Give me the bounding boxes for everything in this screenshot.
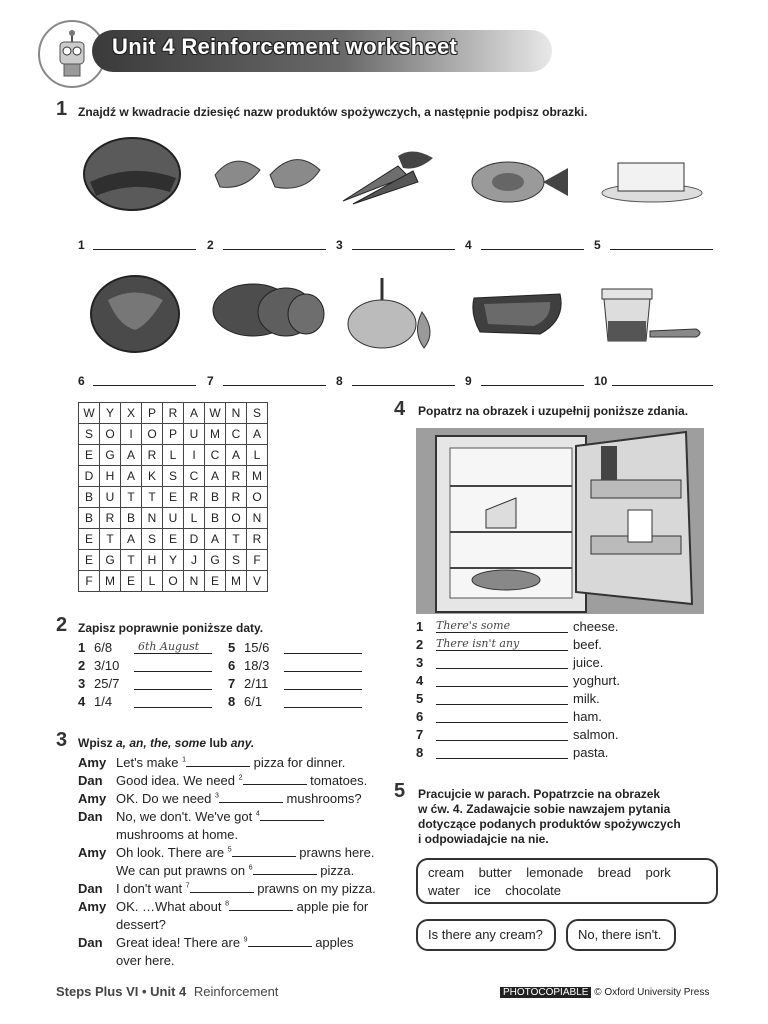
date-answer-blank[interactable] bbox=[284, 640, 362, 654]
dialogue-text-pre: dessert? bbox=[116, 917, 166, 932]
dialogue-text bbox=[116, 845, 374, 860]
yoghurt-picture bbox=[596, 285, 706, 345]
date-answer-blank[interactable] bbox=[284, 694, 362, 708]
dialogue-text-pre: No, we don't. We've got bbox=[116, 809, 256, 824]
wordsearch-row bbox=[79, 550, 268, 571]
wordsearch-cell[interactable]: L bbox=[184, 508, 205, 529]
sentence-word: beef. bbox=[573, 637, 602, 652]
wordsearch-cell[interactable]: B bbox=[205, 487, 226, 508]
ex3-number: 3 bbox=[56, 729, 68, 751]
wordsearch-cell[interactable]: X bbox=[121, 403, 142, 424]
wordsearch-cell[interactable]: W bbox=[205, 403, 226, 424]
wordsearch-cell[interactable]: T bbox=[100, 529, 121, 550]
sentence-word: pasta. bbox=[573, 745, 609, 760]
sentence-number: 5 bbox=[416, 691, 424, 706]
date-item bbox=[78, 694, 218, 712]
answer-blank-9[interactable] bbox=[481, 373, 584, 386]
wordsearch-cell[interactable]: E bbox=[205, 571, 226, 592]
wordsearch-cell[interactable]: I bbox=[121, 424, 142, 445]
sentence-number: 2 bbox=[416, 637, 424, 652]
ex5-instruction-line: i odpowiadajcie na nie. bbox=[418, 832, 549, 846]
ex1-instruction: Znajdź w kwadracie dziesięć nazw produktów spożywczych, a następnie podpisz obrazki. bbox=[78, 105, 588, 119]
ex5-instruction-line: w ćw. 4. Zadawajcie sobie nawzajem pytania bbox=[418, 802, 671, 816]
melon-picture bbox=[80, 132, 185, 212]
gap-blank[interactable] bbox=[229, 899, 293, 911]
picture-label-9: 9 bbox=[465, 374, 472, 388]
fridge-sentence bbox=[416, 727, 716, 745]
fridge-sentence bbox=[416, 745, 716, 763]
sentence-number: 6 bbox=[416, 709, 424, 724]
wordsearch-cell[interactable]: E bbox=[121, 571, 142, 592]
wordsearch-cell[interactable]: P bbox=[142, 403, 163, 424]
wordsearch-row bbox=[79, 529, 268, 550]
ex3-instruction-last: any. bbox=[230, 736, 255, 750]
dialogue-text-post: mushrooms? bbox=[282, 791, 362, 806]
fridge-sentence bbox=[416, 673, 716, 691]
ex5-number: 5 bbox=[394, 780, 406, 802]
wordsearch-cell[interactable]: C bbox=[184, 466, 205, 487]
picture-label-6: 6 bbox=[78, 374, 85, 388]
dialogue-text-post: prawns on my pizza. bbox=[253, 881, 376, 896]
ex2-instruction: Zapisz poprawnie poniższe daty. bbox=[78, 621, 264, 635]
wordsearch-cell[interactable]: N bbox=[226, 403, 247, 424]
wordsearch-cell[interactable]: S bbox=[163, 466, 184, 487]
ex4-number: 4 bbox=[394, 398, 406, 420]
picture-label-10: 10 bbox=[594, 374, 608, 388]
wordsearch-cell[interactable]: R bbox=[100, 508, 121, 529]
wordsearch-cell[interactable]: N bbox=[142, 508, 163, 529]
wordsearch-row bbox=[79, 571, 268, 592]
wordsearch-cell[interactable]: T bbox=[121, 487, 142, 508]
ex5-instruction-line: dotyczące podanych produktów spożywczych bbox=[418, 817, 681, 831]
wordsearch-cell[interactable]: O bbox=[163, 571, 184, 592]
dialogue-text bbox=[116, 791, 362, 806]
wordsearch-cell[interactable]: G bbox=[100, 550, 121, 571]
butter-picture bbox=[600, 155, 705, 205]
sentence-answer-blank[interactable] bbox=[436, 727, 568, 741]
wordsearch-cell[interactable]: I bbox=[184, 445, 205, 466]
gap-blank[interactable] bbox=[186, 755, 250, 767]
wordsearch-cell[interactable]: S bbox=[79, 424, 100, 445]
date-number: 7 bbox=[228, 676, 236, 691]
date-value: 6/8 bbox=[94, 640, 113, 655]
footer-series-light: Reinforcement bbox=[193, 984, 279, 999]
ex2-number: 2 bbox=[56, 614, 68, 636]
date-value: 2/11 bbox=[244, 676, 269, 691]
wordsearch-cell[interactable]: K bbox=[142, 466, 163, 487]
footer-copyright bbox=[500, 987, 709, 998]
sentence-number: 7 bbox=[416, 727, 424, 742]
wordsearch-grid bbox=[78, 402, 268, 592]
wordsearch-row bbox=[79, 445, 268, 466]
wordsearch-cell[interactable]: C bbox=[205, 445, 226, 466]
wordsearch-cell[interactable]: T bbox=[121, 550, 142, 571]
dialogue-line bbox=[78, 881, 388, 899]
gap-number: 8 bbox=[225, 900, 230, 908]
dialogue-text-pre: OK. Do we need bbox=[116, 791, 215, 806]
wordsearch-cell[interactable]: A bbox=[121, 466, 142, 487]
wordsearch-cell[interactable]: S bbox=[142, 529, 163, 550]
date-item bbox=[228, 658, 368, 676]
date-number: 6 bbox=[228, 658, 236, 673]
wordsearch-row bbox=[79, 466, 268, 487]
dialogue-text-pre: Great idea! There are bbox=[116, 935, 244, 950]
date-number: 2 bbox=[78, 658, 86, 673]
wordsearch-cell[interactable]: N bbox=[247, 508, 268, 529]
fridge-sentence bbox=[416, 637, 716, 655]
dialogue-line bbox=[78, 917, 388, 935]
date-item bbox=[228, 640, 368, 658]
picture-label-4: 4 bbox=[465, 238, 472, 252]
date-answer-blank[interactable] bbox=[134, 694, 212, 708]
wordsearch-cell[interactable]: J bbox=[184, 550, 205, 571]
dialogue-text bbox=[116, 863, 354, 878]
date-answer-blank[interactable]: 6th August bbox=[134, 640, 212, 654]
date-item bbox=[228, 676, 368, 694]
wordsearch-cell[interactable]: P bbox=[163, 424, 184, 445]
dialogue-line bbox=[78, 791, 388, 809]
wordsearch-cell[interactable]: L bbox=[247, 445, 268, 466]
gap-blank[interactable] bbox=[190, 881, 254, 893]
wordsearch-cell[interactable]: M bbox=[100, 571, 121, 592]
wordsearch-cell[interactable]: B bbox=[205, 508, 226, 529]
fridge-sentences bbox=[416, 619, 716, 763]
word-bank-box bbox=[416, 858, 718, 904]
date-number: 8 bbox=[228, 694, 236, 709]
answer-blank-1[interactable] bbox=[93, 237, 196, 250]
wordsearch-cell[interactable]: E bbox=[163, 529, 184, 550]
date-item bbox=[78, 658, 218, 676]
answer-blank-10[interactable] bbox=[612, 373, 713, 386]
sentence-answer-blank[interactable] bbox=[436, 655, 568, 669]
dialogue-text-pre: Good idea. We need bbox=[116, 773, 239, 788]
gap-number: 9 bbox=[243, 936, 248, 944]
wordsearch-cell[interactable]: B bbox=[121, 508, 142, 529]
dialogue-text bbox=[116, 755, 345, 770]
speaker-name: Dan bbox=[78, 881, 103, 896]
dialogue-text bbox=[116, 827, 238, 842]
picture-label-3: 3 bbox=[336, 238, 343, 252]
speaker-name: Dan bbox=[78, 773, 103, 788]
dialogue-line bbox=[78, 953, 388, 971]
wordsearch-cell[interactable]: R bbox=[247, 529, 268, 550]
garlic-picture bbox=[342, 272, 442, 350]
wordsearch-cell[interactable]: M bbox=[226, 571, 247, 592]
ex5-instruction-line: Pracujcie w parach. Popatrzcie na obrazek bbox=[418, 787, 661, 801]
dialogue-text-post: prawns here. bbox=[295, 845, 375, 860]
sentence-number: 4 bbox=[416, 673, 424, 688]
wordsearch-cell[interactable]: O bbox=[100, 424, 121, 445]
wordsearch-cell[interactable]: E bbox=[79, 445, 100, 466]
ham-picture bbox=[208, 280, 328, 340]
dialogue-text-pre: Let's make bbox=[116, 755, 183, 770]
wordsearch-cell[interactable]: R bbox=[142, 445, 163, 466]
answer-blank-7[interactable] bbox=[223, 373, 326, 386]
dialogue-line bbox=[78, 827, 388, 845]
dialogue-line bbox=[78, 935, 388, 953]
sentence-word: yoghurt. bbox=[573, 673, 620, 688]
date-item bbox=[228, 694, 368, 712]
gap-number: 1 bbox=[182, 756, 186, 764]
dialogue-line bbox=[78, 755, 388, 773]
wordsearch-cell[interactable]: L bbox=[163, 445, 184, 466]
wordsearch-cell[interactable]: F bbox=[79, 571, 100, 592]
wordsearch-cell[interactable]: E bbox=[79, 529, 100, 550]
dialogue bbox=[78, 755, 388, 971]
wordsearch-cell[interactable]: E bbox=[79, 550, 100, 571]
gap-number: 2 bbox=[238, 774, 243, 782]
gap-blank[interactable] bbox=[243, 773, 307, 785]
picture-label-8: 8 bbox=[336, 374, 343, 388]
sentence-word: ham. bbox=[573, 709, 602, 724]
fridge-sentence bbox=[416, 709, 716, 727]
date-value: 15/6 bbox=[244, 640, 270, 655]
dialogue-line bbox=[78, 863, 388, 881]
speech-bubble-question: Is there any cream? bbox=[416, 919, 556, 951]
date-item bbox=[78, 640, 218, 658]
wordsearch-cell[interactable]: V bbox=[247, 571, 268, 592]
cabbage-picture bbox=[88, 270, 183, 355]
gap-number: 5 bbox=[227, 846, 232, 854]
wordsearch-cell[interactable]: N bbox=[184, 571, 205, 592]
wordsearch-cell[interactable]: Y bbox=[163, 550, 184, 571]
gap-number: 4 bbox=[255, 810, 260, 818]
dialogue-text-post: apple pie for bbox=[293, 899, 369, 914]
sentence-answer-blank[interactable] bbox=[436, 709, 568, 723]
date-item bbox=[78, 676, 218, 694]
word-bank-line-1: cream butter lemonade bread pork bbox=[428, 865, 671, 880]
dialogue-line bbox=[78, 773, 388, 791]
picture-label-1: 1 bbox=[78, 238, 85, 252]
wordsearch-row bbox=[79, 424, 268, 445]
wordsearch-cell[interactable]: T bbox=[226, 529, 247, 550]
dialogue-text bbox=[116, 953, 175, 968]
wordsearch-cell[interactable]: T bbox=[142, 487, 163, 508]
speaker-name: Amy bbox=[78, 899, 107, 914]
wordsearch-cell[interactable]: U bbox=[163, 508, 184, 529]
dialogue-text-pre: mushrooms at home. bbox=[116, 827, 239, 842]
wordsearch-cell[interactable]: O bbox=[142, 424, 163, 445]
salmon-picture bbox=[468, 160, 573, 205]
wordsearch-row bbox=[79, 508, 268, 529]
date-value: 6/1 bbox=[244, 694, 263, 709]
gap-blank[interactable] bbox=[260, 809, 324, 821]
dialogue-text-post: apples bbox=[311, 935, 354, 950]
footer-series bbox=[56, 984, 278, 999]
speaker-name: Amy bbox=[78, 791, 107, 806]
ex3-instruction-mid: lub bbox=[206, 736, 231, 750]
dialogue-text bbox=[116, 935, 354, 950]
wordsearch-cell[interactable]: U bbox=[184, 424, 205, 445]
date-answer-blank[interactable] bbox=[284, 658, 362, 672]
fridge-sentence bbox=[416, 691, 716, 709]
wordsearch-cell[interactable]: A bbox=[121, 445, 142, 466]
wordsearch-cell[interactable]: C bbox=[226, 424, 247, 445]
wordsearch-cell[interactable]: O bbox=[247, 487, 268, 508]
wordsearch-cell[interactable]: L bbox=[142, 571, 163, 592]
dialogue-text-pre: Oh look. There are bbox=[116, 845, 228, 860]
speaker-name: Amy bbox=[78, 845, 107, 860]
gap-blank[interactable] bbox=[232, 845, 296, 857]
dialogue-text-pre: We can put prawns on bbox=[116, 863, 249, 878]
sentence-answer-blank[interactable]: There isn't any bbox=[436, 637, 568, 651]
sentence-word: cheese. bbox=[573, 619, 619, 634]
sentence-word: salmon. bbox=[573, 727, 619, 742]
date-answer-blank[interactable] bbox=[284, 676, 362, 690]
answer-blank-2[interactable] bbox=[223, 237, 326, 250]
wordsearch-cell[interactable]: A bbox=[205, 529, 226, 550]
wordsearch-cell[interactable]: H bbox=[142, 550, 163, 571]
wordsearch-cell[interactable]: G bbox=[205, 550, 226, 571]
gap-blank[interactable] bbox=[253, 863, 317, 875]
wordsearch-cell[interactable]: H bbox=[100, 466, 121, 487]
wordsearch-cell[interactable]: M bbox=[247, 466, 268, 487]
sentence-number: 8 bbox=[416, 745, 424, 760]
wordsearch-cell[interactable]: E bbox=[163, 487, 184, 508]
wordsearch-cell[interactable]: R bbox=[226, 487, 247, 508]
wordsearch-cell[interactable]: O bbox=[226, 508, 247, 529]
wordsearch-cell[interactable]: R bbox=[163, 403, 184, 424]
sentence-answer-blank[interactable] bbox=[436, 691, 568, 705]
wordsearch-cell[interactable]: G bbox=[100, 445, 121, 466]
wordsearch-cell[interactable]: Y bbox=[100, 403, 121, 424]
steak-picture bbox=[470, 290, 570, 340]
wordsearch-cell[interactable]: D bbox=[184, 529, 205, 550]
ex3-instruction-pre: Wpisz bbox=[78, 736, 116, 750]
wordsearch-cell[interactable]: A bbox=[226, 445, 247, 466]
picture-label-2: 2 bbox=[207, 238, 214, 252]
ex5-instruction bbox=[418, 787, 681, 847]
date-value: 1/4 bbox=[94, 694, 113, 709]
ex3-instruction bbox=[78, 736, 254, 750]
wordsearch-cell[interactable]: D bbox=[79, 466, 100, 487]
dialogue-text-post: tomatoes. bbox=[306, 773, 368, 788]
dialogue-text bbox=[116, 881, 376, 896]
wordsearch-row bbox=[79, 487, 268, 508]
wordsearch-cell[interactable]: A bbox=[247, 424, 268, 445]
dialogue-line bbox=[78, 809, 388, 827]
wordsearch-cell[interactable]: M bbox=[205, 424, 226, 445]
picture-label-5: 5 bbox=[594, 238, 601, 252]
dialogue-line bbox=[78, 899, 388, 917]
footer-series-bold: Steps Plus VI • Unit 4 bbox=[56, 984, 187, 999]
wordsearch-cell[interactable]: B bbox=[79, 487, 100, 508]
date-number: 3 bbox=[78, 676, 86, 691]
page-title: Unit 4 Reinforcement worksheet bbox=[112, 34, 458, 59]
prawns-picture bbox=[205, 145, 325, 200]
gap-number: 7 bbox=[185, 882, 190, 890]
dialogue-text-pre: OK. …What about bbox=[116, 899, 226, 914]
word-bank-line-2: water ice chocolate bbox=[428, 883, 561, 898]
date-number: 4 bbox=[78, 694, 86, 709]
sentence-answer-blank[interactable] bbox=[436, 673, 568, 687]
wordsearch-cell[interactable]: S bbox=[247, 403, 268, 424]
date-number: 1 bbox=[78, 640, 86, 655]
answer-blank-5[interactable] bbox=[610, 237, 713, 250]
wordsearch-cell[interactable]: R bbox=[226, 466, 247, 487]
fridge-sentence bbox=[416, 655, 716, 673]
date-number: 5 bbox=[228, 640, 236, 655]
fridge-picture bbox=[416, 428, 704, 614]
ex4-instruction: Popatrz na obrazek i uzupełnij poniższe zdania. bbox=[418, 404, 689, 418]
wordsearch-cell[interactable]: R bbox=[184, 487, 205, 508]
dialogue-text bbox=[116, 917, 166, 932]
sentence-answer-blank[interactable] bbox=[436, 745, 568, 759]
date-value: 25/7 bbox=[94, 676, 120, 691]
wordsearch-cell[interactable]: A bbox=[121, 529, 142, 550]
copyright-text: © Oxford University Press bbox=[594, 987, 710, 998]
photocopiable-tag: PHOTOCOPIABLE bbox=[500, 987, 591, 998]
wordsearch-cell[interactable]: S bbox=[226, 550, 247, 571]
wordsearch-cell[interactable]: U bbox=[100, 487, 121, 508]
speaker-name: Dan bbox=[78, 935, 103, 950]
speaker-name: Amy bbox=[78, 755, 107, 770]
gap-number: 3 bbox=[215, 792, 219, 800]
dialogue-line bbox=[78, 845, 388, 863]
speech-bubble-answer: No, there isn't. bbox=[566, 919, 676, 951]
answer-blank-4[interactable] bbox=[481, 237, 584, 250]
ex3-instruction-words: a, an, the, some bbox=[116, 736, 207, 750]
answer-blank-3[interactable] bbox=[352, 237, 455, 250]
dialogue-text bbox=[116, 809, 324, 824]
date-answer-blank[interactable] bbox=[134, 676, 212, 690]
sentence-word: juice. bbox=[573, 655, 604, 670]
sentence-answer-blank[interactable]: There's some bbox=[436, 619, 568, 633]
picture-label-7: 7 bbox=[207, 374, 214, 388]
sentence-number: 3 bbox=[416, 655, 424, 670]
wordsearch-cell[interactable]: W bbox=[79, 403, 100, 424]
dialogue-text-post: pizza. bbox=[316, 863, 355, 878]
gap-blank[interactable] bbox=[219, 791, 283, 803]
wordsearch-cell[interactable]: A bbox=[205, 466, 226, 487]
sentence-word: milk. bbox=[573, 691, 600, 706]
carrots-picture bbox=[338, 146, 438, 206]
date-answer-blank[interactable] bbox=[134, 658, 212, 672]
gap-blank[interactable] bbox=[248, 935, 312, 947]
wordsearch-cell[interactable]: B bbox=[79, 508, 100, 529]
fridge-sentence bbox=[416, 619, 716, 637]
dialogue-text-pre: I don't want bbox=[116, 881, 186, 896]
answer-blank-8[interactable] bbox=[352, 373, 455, 386]
ex1-number: 1 bbox=[56, 98, 68, 120]
dialogue-text bbox=[116, 773, 367, 788]
sentence-number: 1 bbox=[416, 619, 424, 634]
speaker-name: Dan bbox=[78, 809, 103, 824]
dialogue-text-pre: over here. bbox=[116, 953, 175, 968]
wordsearch-cell[interactable]: A bbox=[184, 403, 205, 424]
answer-blank-6[interactable] bbox=[93, 373, 196, 386]
gap-number: 6 bbox=[248, 864, 253, 872]
wordsearch-row bbox=[79, 403, 268, 424]
wordsearch-cell[interactable]: F bbox=[247, 550, 268, 571]
dialogue-text bbox=[116, 899, 368, 914]
dialogue-text-post: pizza for dinner. bbox=[249, 755, 346, 770]
date-value: 3/10 bbox=[94, 658, 120, 673]
date-value: 18/3 bbox=[244, 658, 270, 673]
